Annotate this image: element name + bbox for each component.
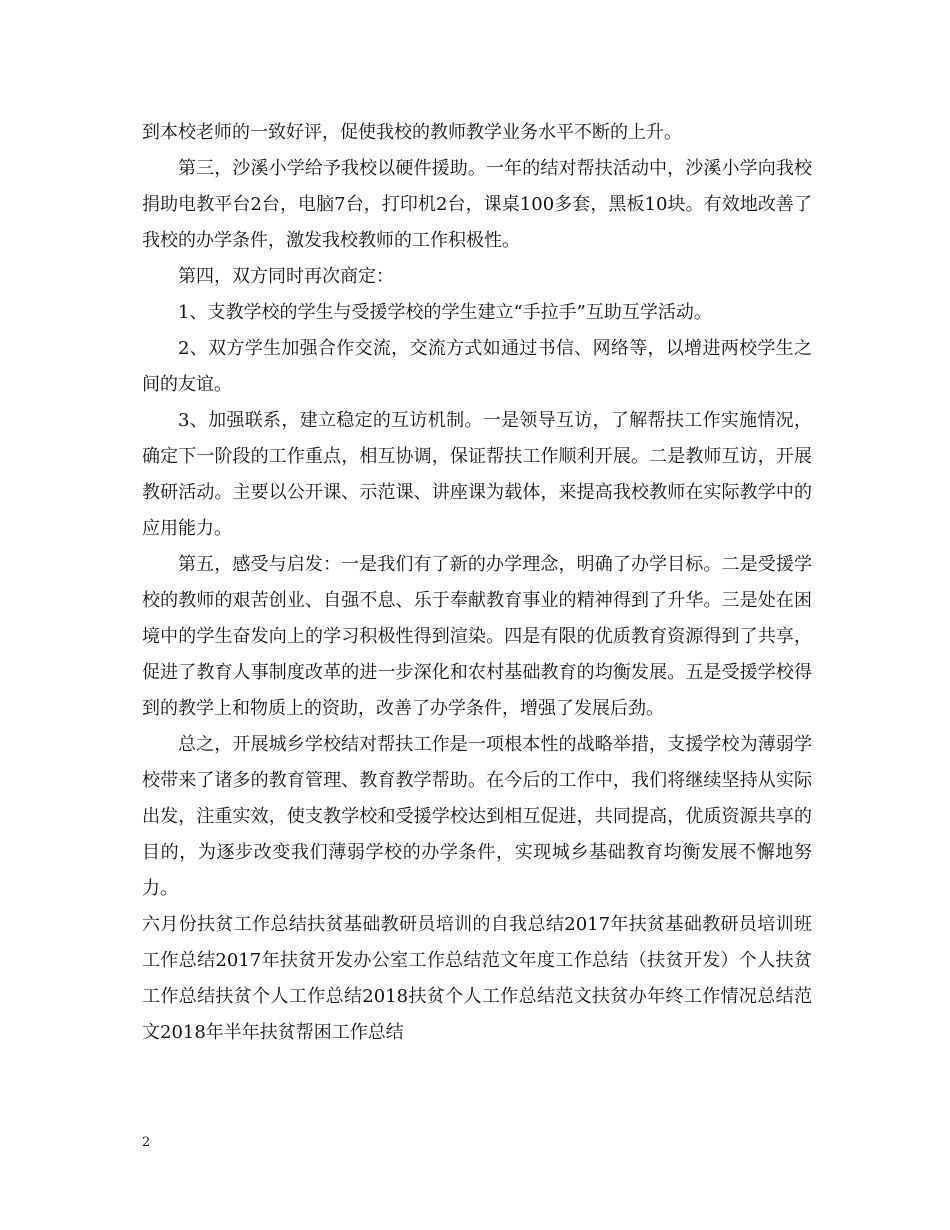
page-number: 2	[142, 1135, 151, 1150]
paragraph-conclusion: 总之，开展城乡学校结对帮扶工作是一项根本性的战略举措，支援学校为薄弱学校带来了诸多的教育管理、教育教学帮助。在今后的工作中，我们将继续坚持从实际出发，注重实效，使支教学校和受援学校达到相互促进，共同提高，优质资源共享的目的，为逐步改变我们薄弱学校的办学条件，实现城乡基础教育均衡发展不懈地努力。	[142, 734, 812, 899]
list-item-2: 2、双方学生加强合作交流，交流方式如通过书信、网络等，以增进两校学生之间的友谊。	[142, 338, 812, 395]
paragraph-fifth-insights: 第五，感受与启发：一是我们有了新的办学理念，明确了办学目标。二是受援学校的教师的艰苦创业、自强不息、乐于奉献教育事业的精神得到了升华。三是处在困境中的学生奋发向上的学习积极性得到渲染。四是有限的优质教育资源得到了共享，促进了教育人事制度改革的进一步深化和农村基础教育的均衡发展。五是受援学校得到的教学上和物质上的资助，改善了办学条件，增强了发展后劲。	[142, 554, 812, 719]
document-body	[142, 115, 812, 1051]
related-articles-text: 六月份扶贫工作总结扶贫基础教研员培训的自我总结2017年扶贫基础教研员培训班工作总结2017年扶贫开发办公室工作总结范文年度工作总结（扶贫开发）个人扶贫工作总结扶贫个人工作总结2018扶贫个人工作总结范文扶贫办年终工作情况总结范文2018年半年扶贫帮困工作总结	[142, 914, 812, 1043]
paragraph-fourth-agreement: 第四，双方同时再次商定：	[178, 266, 394, 287]
list-item-1: 1、支教学校的学生与受援学校的学生建立“手拉手”互助互学活动。	[178, 302, 712, 323]
paragraph-continuation: 到本校老师的一致好评，促使我校的教师教学业务水平不断的上升。	[142, 122, 682, 143]
list-item-3: 3、加强联系，建立稳定的互访机制。一是领导互访，了解帮扶工作实施情况，确定下一阶段的工作重点，相互协调，保证帮扶工作顺利开展。二是教师互访，开展教研活动。主要以公开课、示范课、讲座课为载体，来提高我校教师在实际教学中的应用能力。	[142, 410, 812, 539]
paragraph-third-hardware-aid: 第三，沙溪小学给予我校以硬件援助。一年的结对帮扶活动中，沙溪小学向我校捐助电教平台2台，电脑7台，打印机2台，课桌100多套，黑板10块。有效地改善了我校的办学条件，激发我校教师的工作积极性。	[142, 158, 812, 251]
